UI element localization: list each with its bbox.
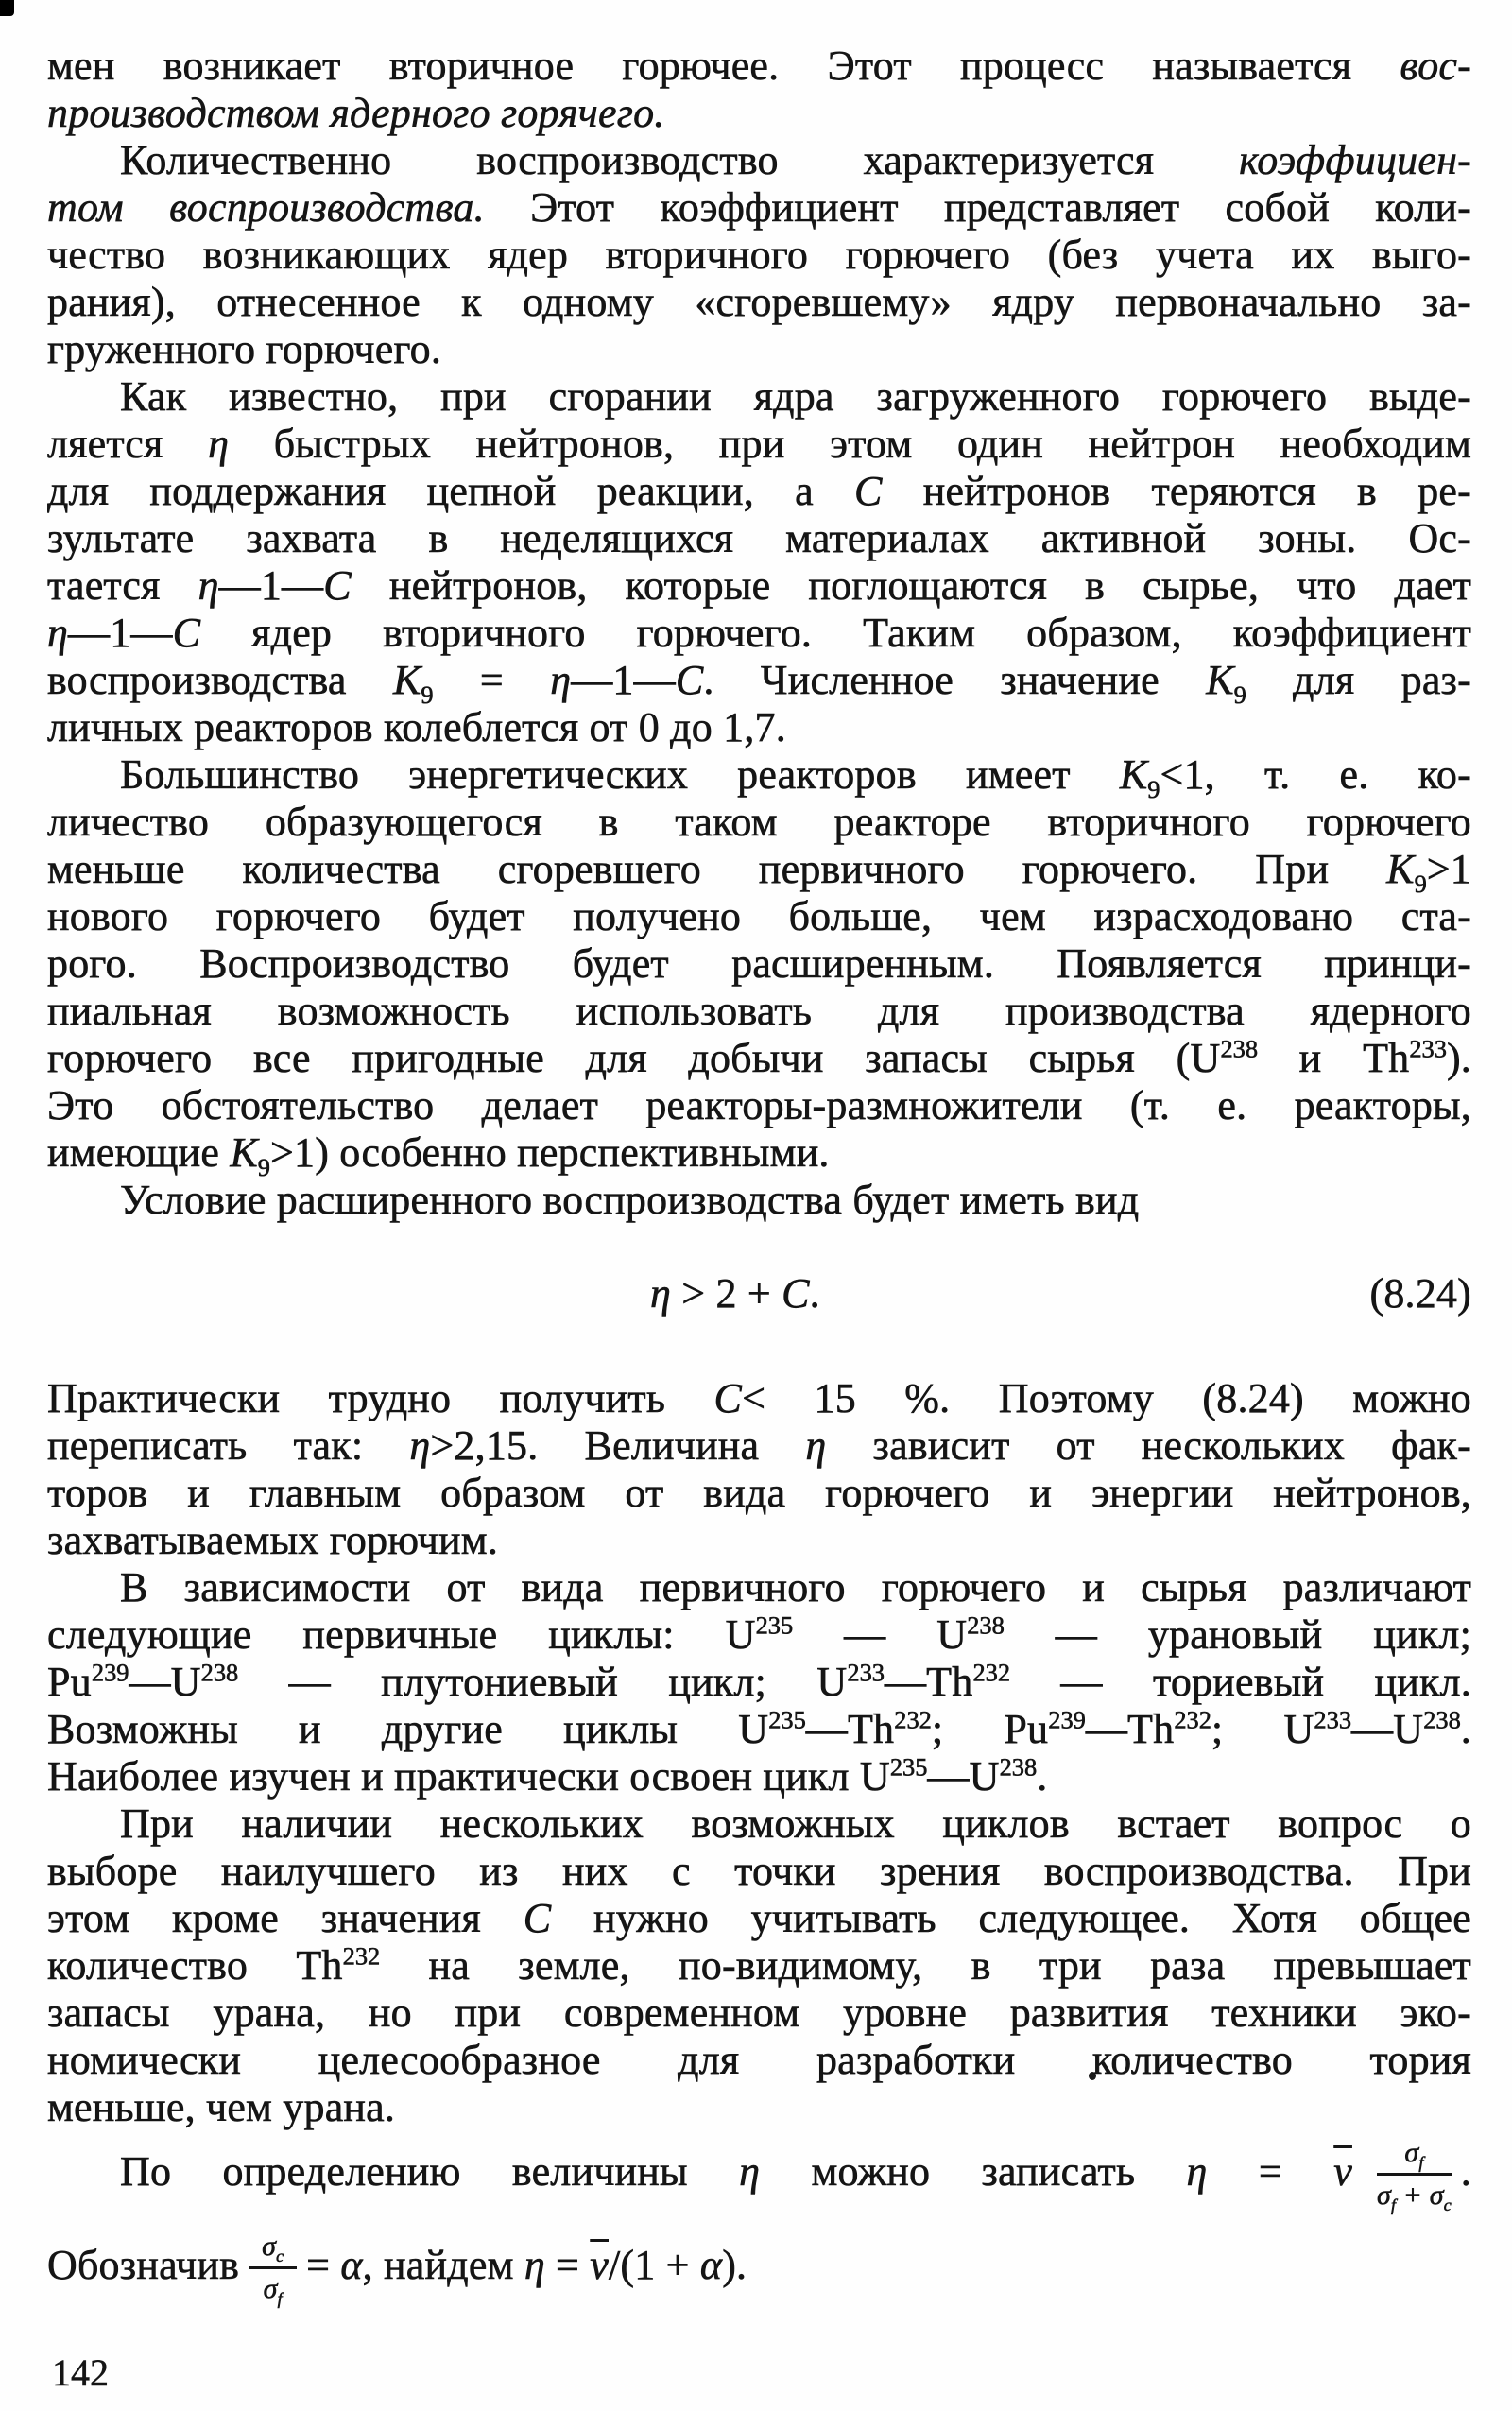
text-line: ляется η быстрых нейтронов, при этом один нейтрон необходим: [47, 421, 1471, 467]
paragraph: [47, 1564, 1471, 1800]
fraction-denominator: $\sigma_f$: [263, 2272, 283, 2308]
paragraph: [47, 751, 1471, 1177]
text-line: Это обстоятельство делает реакторы-размножители (т. е. реакторы,: [47, 1082, 1471, 1128]
fraction: [1377, 2136, 1452, 2213]
equation-text: Обозначив: [47, 2241, 240, 2288]
text-line: выборе наилучшего из них с точки зрения воспроизводства. При: [47, 1848, 1471, 1894]
text-line: следующие первичные циклы: $U^{235}$ — $U^{238}$ — урановый цикл;: [47, 1611, 1471, 1658]
text-line: торов и главным образом от вида горючего и энергии нейтронов,: [47, 1470, 1471, 1516]
text-line: количество Th$^{232}$ на земле, по-видимому, в три раза превышает: [47, 1942, 1471, 1989]
text-line: том воспроизводства. Этот коэффициент представляет собой коли-: [47, 184, 1471, 231]
text-line: Как известно, при сгорании ядра загруженного горючего выде-: [120, 373, 1471, 420]
text-line: Наиболее изучен и практически освоен цикл $U^{235}—U^{238}$.: [47, 1753, 1048, 1800]
text-line: Количественно воспроизводство характеризуется коэффициен-: [120, 137, 1471, 183]
text-line: Большинство энергетических реакторов имеет $К_9<1$, т. е. ко-: [120, 751, 1471, 799]
paragraph: [47, 1800, 1471, 2131]
display-equation: [47, 1224, 1471, 1375]
text-line: имеющие $К_9>1$) особенно перспективными.: [47, 1129, 830, 1177]
text-line: η—1—С ядер вторичного горючего. Таким образом, коэффициент: [47, 610, 1471, 656]
text-line: рого. Воспроизводство будет расширенным. Появляется принци-: [47, 940, 1471, 987]
text-line: В зависимости от вида первичного горючего и сырья различают: [120, 1564, 1471, 1610]
text-line: захватываемых горючим.: [47, 1517, 499, 1563]
text-line: для поддержания цепной реакции, а С нейтронов теряются в ре-: [47, 468, 1471, 514]
text-line: воспроизводства $К_9$ = η—1—С. Численное значение $К_9$ для раз-: [47, 657, 1471, 704]
fraction-numerator: $\sigma_c$: [249, 2230, 297, 2269]
scan-artifact-blob: [0, 0, 14, 16]
equation-line: [47, 2226, 1471, 2328]
text-line: пиальная возможность использовать для производства ядерного: [47, 988, 1471, 1034]
equation-text: По определению величины η можно записать $\eta = \overline{\nu}$: [120, 2147, 1352, 2195]
text-line: переписать так: η>2,15. Величина η зависит от нескольких фак-: [47, 1422, 1471, 1469]
fraction: [249, 2230, 297, 2306]
text-line: горючего все пригодные для добычи запасы сырья ($U^{238}$ и Th$^{233}$).: [47, 1035, 1471, 1081]
text-line: производством ядерного горячего.: [47, 90, 665, 136]
paragraph: [47, 1375, 1471, 1564]
equation-text: = α, найдем $\eta = \overline{\nu}/(1 + \alpha)$.: [306, 2241, 747, 2288]
paragraph: [47, 1177, 1471, 1224]
text-line: рания), отнесенное к одному «сгоревшему» ядру первоначально за-: [47, 279, 1471, 325]
paragraph: [47, 43, 1471, 137]
page-number: 142: [52, 2351, 109, 2394]
fraction-numerator: $\sigma_f$: [1377, 2136, 1452, 2176]
text-line: личных реакторов колеблется от 0 до 1,7.: [47, 704, 786, 750]
equation-formula: η > 2 + С.: [650, 1269, 820, 1317]
text-line: $Pu^{239}—U^{238}$ — плутониевый цикл; $U^{233}—Th^{232}$ — ториевый цикл.: [47, 1659, 1471, 1705]
text-line: номически целесообразное для разработки количество тория: [47, 2037, 1471, 2083]
text-line: зультате захвата в неделящихся материалах активной зоны. Ос-: [47, 515, 1471, 561]
fraction-denominator: $\sigma_f + \sigma_c$: [1376, 2179, 1452, 2214]
text-line: Условие расширенного воспроизводства будет иметь вид: [120, 1177, 1140, 1223]
text-line: этом кроме значения С нужно учитывать следующее. Хотя общее: [47, 1895, 1471, 1941]
text-line: При наличии нескольких возможных циклов встает вопрос о: [120, 1800, 1471, 1847]
text-line: меньше количества сгоревшего первичного горючего. При $К_9>1$: [47, 846, 1471, 893]
text-line: Практически трудно получить С< 15 %. Поэтому (8.24) можно: [47, 1375, 1471, 1421]
equation-text: .: [1460, 2147, 1471, 2195]
text-line: нового горючего будет получено больше, чем израсходовано ста-: [47, 893, 1471, 939]
paragraph: [47, 137, 1471, 373]
text-line: чество возникающих ядер вторичного горючего (без учета их выго-: [47, 232, 1471, 278]
page-text-block: [47, 43, 1471, 2328]
text-line: груженного горючего.: [47, 326, 442, 372]
text-line: мен возникает вторичное горючее. Этот процесс называется вос-: [47, 43, 1471, 89]
equation-number: (8.24): [1369, 1269, 1471, 1317]
text-line: запасы урана, но при современном уровне развития техники эко-: [47, 1989, 1471, 2036]
equation-line: [47, 2131, 1471, 2226]
text-line: личество образующегося в таком реакторе вторичного горючего: [47, 799, 1471, 845]
paragraph: [47, 373, 1471, 751]
text-line: Возможны и другие циклы $U^{235}—Th^{232}$; Pu$^{239}$—Th$^{232}$; $U^{233}—U^{238}$.: [47, 1706, 1471, 1752]
text-line: тается η—1—С нейтронов, которые поглощаются в сырье, что дает: [47, 562, 1471, 609]
text-line: меньше, чем урана.: [47, 2084, 396, 2130]
